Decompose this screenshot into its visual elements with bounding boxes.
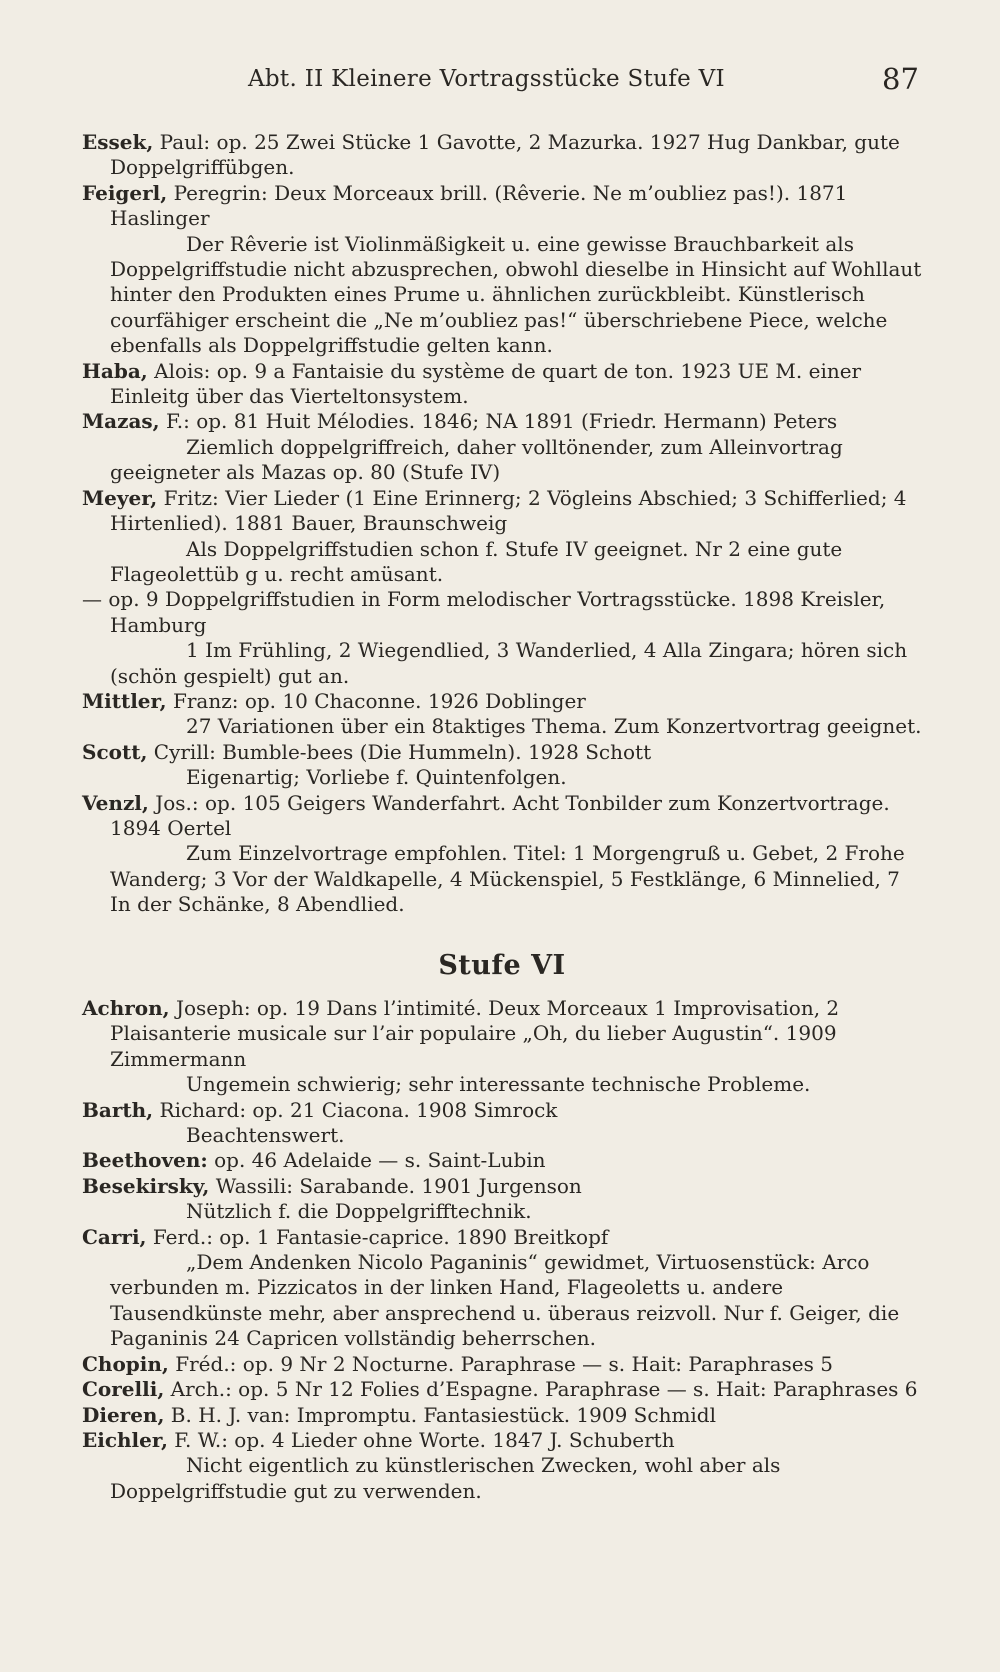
entry-text: Ferd.: op. 1 Fantasie-caprice. 1890 Breitkopf (146, 1224, 609, 1249)
catalog-entry (82, 359, 922, 410)
section-heading: Stufe VI (438, 949, 566, 981)
entry-text: Fréd.: op. 9 Nr 2 Nocturne. Paraphrase — s. Hait: Paraphrases 5 (168, 1351, 833, 1376)
catalog-entry (82, 181, 922, 232)
composer-name: Dieren, (82, 1402, 165, 1427)
entry-text: Jos.: op. 105 Geigers Wanderfahrt. Acht Tonbilder zum Konzertvortrage. 1894 Oertel (110, 790, 890, 840)
entry-annotation: Ziemlich doppelgriffreich, daher volltönender, zum Alleinvortrag geeigneter als Mazas op. 80 (Stufe IV) (110, 434, 843, 485)
composer-name: Eichler, (82, 1427, 168, 1452)
entry-annotation: Ungemein schwierig; sehr interessante technische Probleme. (186, 1072, 811, 1097)
entry-annotation: Zum Einzelvortrage empfohlen. Titel: 1 Morgengruß u. Gebet, 2 Frohe Wanderg; 3 Vor der Waldkapelle, 4 Mückenspiel, 5 Festklänge, 6 Minnelied, 7 In der Schänke, 8 Abendlied. (110, 841, 905, 917)
composer-name: Essek, (82, 130, 154, 154)
catalog-entry (82, 689, 922, 714)
entry-text: F.: op. 81 Huit Mélodies. 1846; NA 1891 (Friedr. Hermann) Peters (159, 409, 838, 434)
page-content (82, 130, 922, 1504)
entry-text: Peregrin: Deux Morceaux brill. (Rêverie. Ne m’oubliez pas!). 1871 Haslinger (110, 180, 848, 231)
catalog-entry (82, 1148, 922, 1173)
running-title: Abt. II Kleinere Vortragsstücke Stufe VI (248, 66, 725, 92)
entry-annotation: Nicht eigentlich zu künstlerischen Zwecken, wohl aber als Doppelgriffstudie gut zu verwenden. (110, 1453, 781, 1503)
catalog-entry (82, 1428, 922, 1453)
entry-annotation: „Dem Andenken Nicolo Paganinis“ gewidmet, Virtuosenstück: Arco verbunden m. Pizzicatos in der linken Hand, Flageoletts u. andere Tausendkünste mehr, aber ansprechend u. überaus reizvoll. Nur f. Geiger, die Paganinis 24 Capricen vollständig beherrschen. (110, 1250, 900, 1351)
catalog-entry (82, 1352, 922, 1377)
page-number: 87 (882, 62, 919, 96)
entry-text: Richard: op. 21 Ciacona. 1908 Simrock (153, 1097, 558, 1122)
composer-name: Mittler, (82, 688, 167, 713)
catalog-entry (82, 740, 922, 765)
catalog-entry (82, 1377, 922, 1402)
catalog-entry (82, 1098, 922, 1123)
catalog-entry (82, 1174, 922, 1199)
composer-name: Barth, (82, 1097, 154, 1122)
composer-name: Feigerl, (82, 180, 168, 205)
entry-annotation: Als Doppelgriffstudien schon f. Stufe IV geeignet. Nr 2 eine gute Flageolettüb g u. recht amüsant. (110, 536, 843, 586)
catalog-entry (82, 486, 922, 537)
page-header (0, 62, 1000, 106)
entry-list-top (82, 130, 922, 918)
catalog-entry (82, 996, 922, 1072)
catalog-entry (82, 1403, 922, 1428)
entry-text: B. H. J. van: Impromptu. Fantasiestück. 1909 Schmidl (164, 1402, 717, 1427)
entry-annotation: Der Rêverie ist Violinmäßigkeit u. eine gewisse Brauchbarkeit als Doppelgriffstudie nicht abzusprechen, obwohl dieselbe in Hinsicht auf Wohllaut hinter den Produkten eines Prume u. ähnlichen zurückbleibt. Künstlerisch courfähiger erscheint die „Ne m’oubliez pas!“ überschriebene Piece, welche ebenfalls als Doppelgriffstudie gelten kann. (110, 231, 922, 358)
composer-name: Beethoven: (82, 1148, 208, 1173)
catalog-entry (82, 1225, 922, 1250)
entry-annotation: Nützlich f. die Doppelgrifftechnik. (186, 1199, 532, 1224)
composer-name: Meyer, (82, 485, 158, 510)
entry-text: Fritz: Vier Lieder (1 Eine Erinnerg; 2 Vögleins Abschied; 3 Schifferlied; 4 Hirtenlied). 1881 Bauer, Braunschweig (110, 485, 907, 536)
entry-annotation: 27 Variationen über ein 8taktiges Thema. Zum Konzertvortrag geeignet. (186, 714, 922, 739)
entry-text: Franz: op. 10 Chaconne. 1926 Doblinger (166, 688, 586, 713)
composer-name: Corelli, (82, 1377, 165, 1402)
catalog-entry (82, 587, 922, 638)
catalog-entry (82, 130, 922, 181)
entry-text: Joseph: op. 19 Dans l’intimité. Deux Morceaux 1 Improvisation, 2 Plaisanterie musicale sur l’air populaire „Oh, du lieber Augustin“. 1909 Zimmermann (110, 996, 840, 1071)
entry-text: Paul: op. 25 Zwei Stücke 1 Gavotte, 2 Mazurka. 1927 Hug (153, 130, 751, 154)
entry-annotation: Beachtenswert. (186, 1123, 345, 1148)
entry-text: op. 46 Adelaide — s. Saint-Lubin (207, 1148, 546, 1173)
entry-text: F. W.: op. 4 Lieder ohne Worte. 1847 J. Schuberth (167, 1427, 675, 1452)
composer-name: Venzl, (82, 790, 149, 815)
composer-name: Haba, (82, 358, 148, 383)
composer-name: Achron, (82, 996, 170, 1020)
entry-annotation: 1 Im Frühling, 2 Wiegendlied, 3 Wanderlied, 4 Alla Zingara; hören sich (schön gespielt) gut an. (110, 638, 908, 688)
entry-text: Arch.: op. 5 Nr 12 Folies d’Espagne. Paraphrase — s. Hait: Paraphrases 6 (164, 1377, 918, 1402)
catalog-entry (82, 791, 922, 842)
composer-name: Scott, (82, 739, 148, 764)
entry-note: Dankbar, gute Doppelgriffübgen. (110, 130, 900, 180)
composer-name: Chopin, (82, 1351, 169, 1376)
entry-text: Cyrill: Bumble-bees (Die Hummeln). 1928 Schott (147, 739, 652, 764)
composer-name: Besekirsky, (82, 1173, 210, 1198)
composer-name: Carri, (82, 1224, 147, 1249)
entry-annotation: Eigenartig; Vorliebe f. Quintenfolgen. (186, 765, 567, 790)
entry-text: — op. 9 Doppelgriffstudien in Form melodischer Vortragsstücke. 1898 Kreisler, Hamburg (82, 587, 886, 637)
catalog-entry (82, 409, 922, 434)
entry-text: Alois: op. 9 a Fantaisie du système de quart de ton. 1923 UE M. einer Einleitg über das Vierteltonsystem. (110, 358, 862, 409)
entry-text: Wassili: Sarabande. 1901 Jurgenson (209, 1173, 582, 1198)
composer-name: Mazas, (82, 409, 160, 434)
entry-list-bottom (82, 996, 922, 1504)
